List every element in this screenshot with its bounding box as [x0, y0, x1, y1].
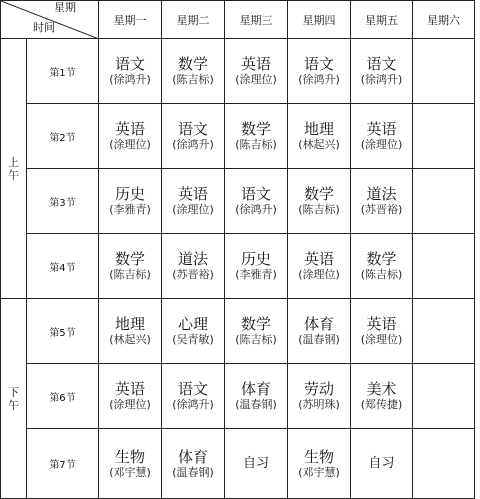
subject-name: 心理	[177, 315, 208, 333]
class-cell	[162, 104, 225, 169]
teacher-name: (涂理位)	[360, 138, 403, 151]
teacher-name: (林起兴)	[109, 333, 151, 346]
teacher-name: (温春钢)	[235, 398, 277, 411]
period-row-7	[1, 429, 475, 499]
teacher-name: (苏明珠)	[298, 398, 340, 411]
period-label: 第4节	[27, 234, 99, 299]
subject-name: 生物	[303, 447, 334, 466]
class-cell-empty	[413, 299, 475, 364]
class-cell	[99, 299, 162, 364]
period-row-1	[1, 39, 475, 104]
teacher-name: (邓宇慧)	[109, 465, 151, 479]
teacher-name: (徐鸿升)	[360, 73, 403, 86]
subject-name: 道法	[177, 250, 208, 268]
teacher-name: (涂理位)	[360, 333, 403, 346]
period-row-4	[1, 234, 475, 299]
period-row-2	[1, 104, 475, 169]
subject-name: 数学	[240, 120, 271, 138]
class-cell	[162, 299, 225, 364]
subject-name: 数学	[303, 185, 334, 203]
teacher-name: (邓宇慧)	[298, 465, 340, 479]
subject-name: 体育	[240, 380, 271, 398]
subject-name: 英语	[177, 185, 208, 203]
class-cell-empty	[413, 169, 475, 234]
subject-name: 语文	[240, 185, 271, 203]
subject-name: 历史	[240, 250, 271, 268]
subject-name: 历史	[114, 185, 145, 203]
class-cell	[288, 39, 351, 104]
teacher-name: (吴青敏)	[172, 333, 214, 346]
subject-name: 数学	[366, 250, 397, 268]
class-cell	[162, 364, 225, 429]
corner-label-weekday: 星期	[54, 1, 76, 14]
subject-name: 自习	[242, 455, 269, 471]
teacher-name: (徐鸿升)	[298, 73, 340, 86]
teacher-name: (徐鸿升)	[235, 203, 277, 216]
subject-name: 体育	[177, 447, 208, 466]
subject-name: 英语	[114, 120, 145, 138]
teacher-name: (涂理位)	[109, 138, 151, 151]
period-label: 第6节	[27, 364, 99, 429]
subject-name: 语文	[177, 120, 208, 138]
class-cell	[351, 429, 413, 499]
class-cell	[351, 39, 413, 104]
corner-label-time: 时间	[33, 21, 55, 34]
class-cell	[225, 429, 288, 499]
class-cell	[99, 39, 162, 104]
class-cell	[288, 429, 351, 499]
class-cell-empty	[413, 429, 475, 499]
period-row-3	[1, 169, 475, 234]
class-cell	[99, 234, 162, 299]
period-label: 第3节	[27, 169, 99, 234]
class-cell-empty	[413, 364, 475, 429]
teacher-name: (陈吉标)	[235, 333, 277, 346]
day-header-wednesday: 星期三	[225, 1, 288, 39]
subject-name: 美术	[366, 380, 397, 398]
subject-name: 体育	[303, 315, 334, 333]
class-cell	[288, 169, 351, 234]
class-cell	[351, 364, 413, 429]
teacher-name: (徐鸿升)	[172, 138, 214, 151]
subject-name: 英语	[114, 380, 145, 398]
class-cell	[351, 299, 413, 364]
class-cell	[351, 104, 413, 169]
subject-name: 语文	[114, 55, 145, 73]
session-label-afternoon: 下 午	[1, 299, 27, 499]
teacher-name: (郑传捷)	[360, 398, 403, 411]
subject-name: 数学	[177, 55, 208, 73]
class-cell	[225, 39, 288, 104]
session-label-morning: 上 午	[1, 39, 27, 299]
subject-name: 劳动	[303, 380, 334, 398]
subject-name: 语文	[177, 380, 208, 398]
teacher-name: (徐鸿升)	[172, 398, 214, 411]
teacher-name: (徐鸿升)	[109, 73, 151, 86]
class-cell-empty	[413, 234, 475, 299]
subject-name: 语文	[366, 55, 397, 73]
class-cell-empty	[413, 39, 475, 104]
period-label: 第1节	[27, 39, 99, 104]
class-cell-empty	[413, 104, 475, 169]
subject-name: 英语	[240, 55, 271, 73]
class-cell	[225, 104, 288, 169]
subject-name: 语文	[303, 55, 334, 73]
teacher-name: (苏晋裕)	[172, 268, 214, 281]
subject-name: 地理	[303, 120, 334, 138]
subject-name: 英语	[366, 315, 397, 333]
period-label: 第2节	[27, 104, 99, 169]
class-cell	[351, 169, 413, 234]
teacher-name: (陈吉标)	[298, 203, 340, 216]
teacher-name: (涂理位)	[109, 398, 151, 411]
period-label: 第5节	[27, 299, 99, 364]
teacher-name: (陈吉标)	[109, 268, 151, 281]
teacher-name: (陈吉标)	[360, 268, 403, 281]
class-cell	[99, 169, 162, 234]
corner-header-cell	[1, 1, 99, 39]
header-row	[1, 1, 475, 39]
period-label: 第7节	[27, 429, 99, 499]
class-cell	[288, 234, 351, 299]
class-cell	[162, 234, 225, 299]
teacher-name: (温春钢)	[172, 465, 214, 479]
subject-name: 英语	[366, 120, 397, 138]
teacher-name: (温春钢)	[298, 333, 340, 346]
subject-name: 数学	[240, 315, 271, 333]
teacher-name: (李雅青)	[109, 203, 151, 216]
day-header-monday: 星期一	[99, 1, 162, 39]
period-row-6	[1, 364, 475, 429]
class-cell	[225, 234, 288, 299]
class-cell	[288, 104, 351, 169]
teacher-name: (陈吉标)	[172, 73, 214, 86]
teacher-name: (涂理位)	[298, 268, 340, 281]
teacher-name: (李雅青)	[235, 268, 277, 281]
teacher-name: (林起兴)	[298, 138, 340, 151]
class-cell	[99, 429, 162, 499]
class-cell	[162, 39, 225, 104]
day-header-thursday: 星期四	[288, 1, 351, 39]
class-cell	[225, 169, 288, 234]
class-cell	[288, 364, 351, 429]
period-row-5	[1, 299, 475, 364]
class-cell	[225, 299, 288, 364]
subject-name: 生物	[114, 447, 145, 466]
class-cell	[351, 234, 413, 299]
class-cell	[225, 364, 288, 429]
day-header-tuesday: 星期二	[162, 1, 225, 39]
class-cell	[99, 104, 162, 169]
class-cell	[162, 429, 225, 499]
teacher-name: (涂理位)	[172, 203, 214, 216]
teacher-name: (苏晋裕)	[360, 203, 403, 216]
day-header-friday: 星期五	[351, 1, 413, 39]
class-cell	[288, 299, 351, 364]
subject-name: 自习	[368, 455, 395, 471]
subject-name: 道法	[366, 185, 397, 203]
class-cell	[162, 169, 225, 234]
teacher-name: (陈吉标)	[235, 138, 277, 151]
subject-name: 英语	[303, 250, 334, 268]
day-header-saturday: 星期六	[413, 1, 475, 39]
subject-name: 地理	[114, 315, 145, 333]
class-cell	[99, 364, 162, 429]
subject-name: 数学	[114, 250, 145, 268]
teacher-name: (涂理位)	[235, 73, 277, 86]
